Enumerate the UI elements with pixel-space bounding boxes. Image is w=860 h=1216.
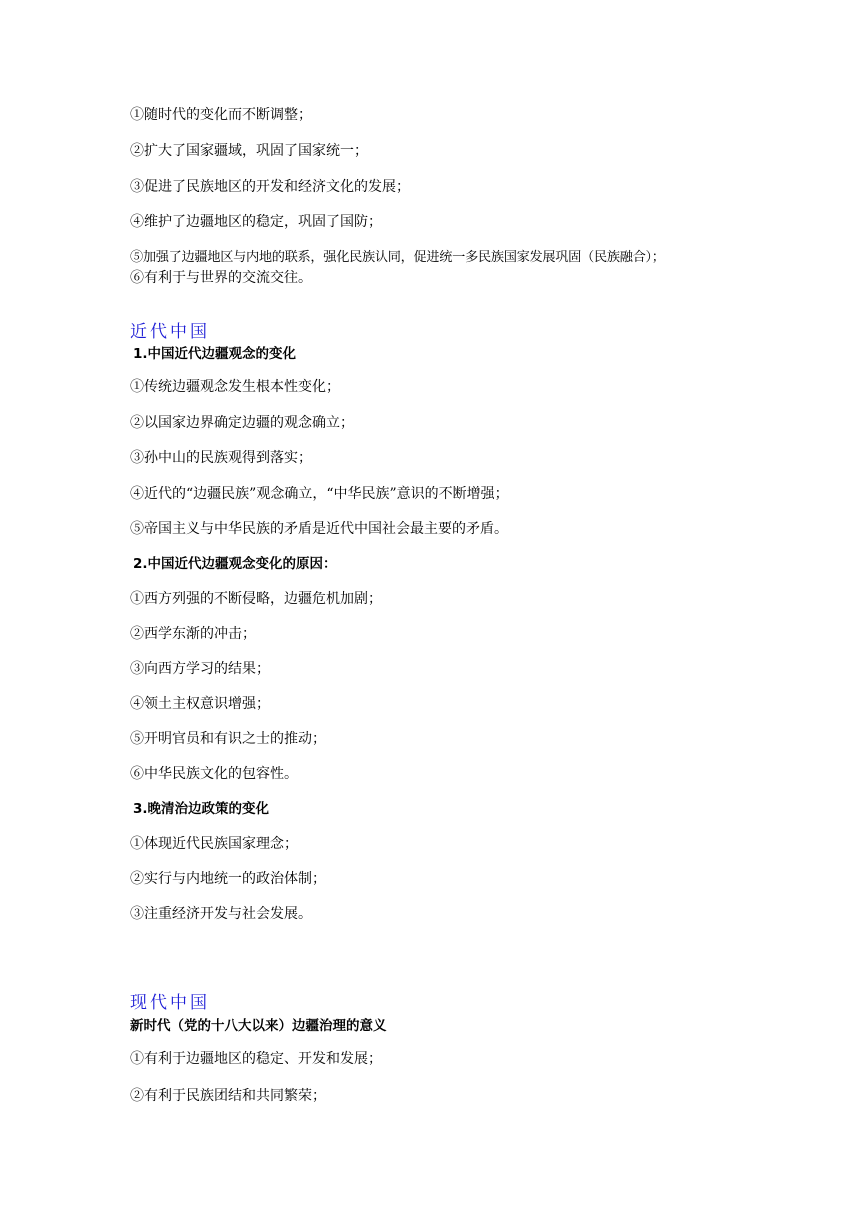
- subsection-heading: 3.晚清治边政策的变化: [133, 801, 270, 817]
- list-item: ⑤开明官员和有识之士的推动；: [130, 731, 326, 747]
- list-item: ②有利于民族团结和共同繁荣；: [130, 1088, 326, 1104]
- subsection-heading: 新时代（党的十八大以来）边疆治理的意义: [130, 1018, 387, 1034]
- list-item: ②以国家边界确定边疆的观念确立；: [130, 415, 354, 431]
- list-item: ⑥中华民族文化的包容性。: [130, 766, 298, 782]
- list-item: ⑥有利于与世界的交流交往。: [130, 270, 312, 286]
- section-title-contemporary: 现代中国: [130, 993, 210, 1013]
- list-item: ④近代的“边疆民族”观念确立，“中华民族”意识的不断增强；: [130, 486, 509, 502]
- list-item: ③向西方学习的结果；: [130, 661, 270, 677]
- list-item: ①有利于边疆地区的稳定、开发和发展；: [130, 1051, 382, 1067]
- list-item: ②西学东渐的冲击；: [130, 626, 256, 642]
- list-item: ②扩大了国家疆域，巩固了国家统一；: [130, 143, 368, 159]
- subsection-heading: 1.中国近代边疆观念的变化: [133, 346, 297, 362]
- subsection-heading: 2.中国近代边疆观念变化的原因：: [133, 556, 337, 572]
- list-item: ⑤帝国主义与中华民族的矛盾是近代中国社会最主要的矛盾。: [130, 521, 508, 537]
- list-item: ③促进了民族地区的开发和经济文化的发展；: [130, 179, 410, 195]
- list-item: ③注重经济开发与社会发展。: [130, 906, 312, 922]
- section-title-modern: 近代中国: [130, 322, 210, 342]
- list-item: ④领土主权意识增强；: [130, 696, 270, 712]
- list-item: ①传统边疆观念发生根本性变化；: [130, 379, 340, 395]
- list-item: ①体现近代民族国家理念；: [130, 836, 298, 852]
- list-item: ⑤加强了边疆地区与内地的联系，强化民族认同，促进统一多民族国家发展巩固（民族融合）；: [130, 250, 665, 265]
- list-item: ③孙中山的民族观得到落实；: [130, 450, 312, 466]
- list-item: ①西方列强的不断侵略，边疆危机加剧；: [130, 591, 382, 607]
- list-item: ④维护了边疆地区的稳定，巩固了国防；: [130, 214, 382, 230]
- list-item: ②实行与内地统一的政治体制；: [130, 871, 326, 887]
- list-item: ①随时代的变化而不断调整；: [130, 107, 312, 123]
